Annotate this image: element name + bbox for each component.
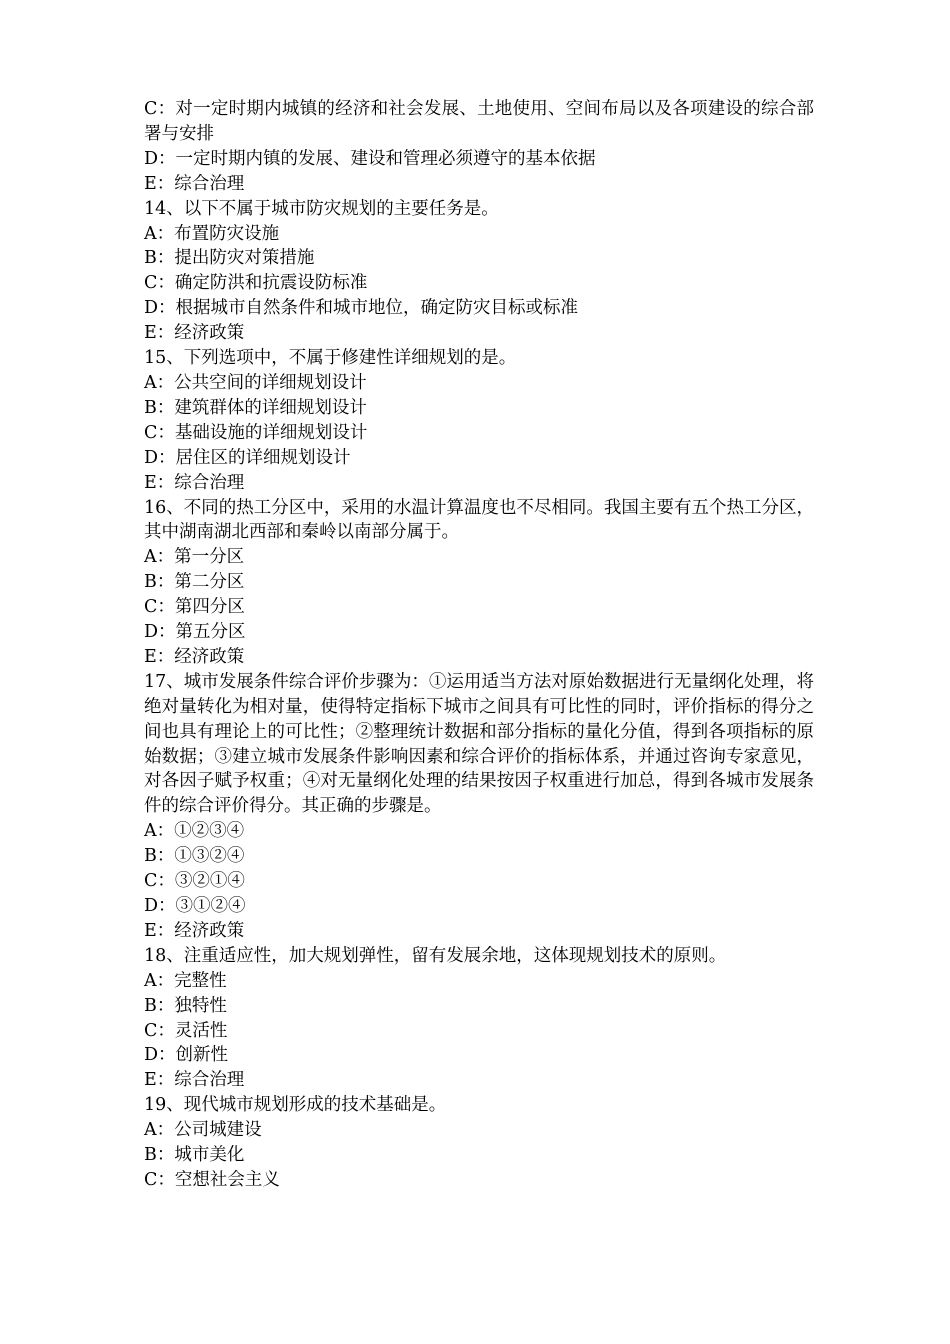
q17-option-d: D：③①②④ xyxy=(144,896,246,916)
question-18: 18、注重适应性，加大规划弹性，留有发展余地，这体现规划技术的原则。 xyxy=(144,945,727,966)
q18-option-d: D：创新性 xyxy=(144,1045,229,1066)
q18-option-a: A：完整性 xyxy=(144,970,227,991)
q17-option-e: E：经济政策 xyxy=(144,920,245,941)
q16-option-e: E：经济政策 xyxy=(144,646,245,667)
q18-option-c: C：灵活性 xyxy=(144,1020,228,1041)
document-page xyxy=(144,97,814,1193)
q15-option-e: E：综合治理 xyxy=(144,472,245,493)
option-e-text: E：综合治理 xyxy=(144,173,245,194)
q19-option-b: B：城市美化 xyxy=(144,1145,245,1166)
option-c-text: C：对一定时期内城镇的经济和社会发展、土地使用、空间布局以及各项建设的综合部署与安排 xyxy=(144,99,814,144)
q14-option-b: B：提出防灾对策措施 xyxy=(144,248,315,269)
question-16: 16、不同的热工分区中，采用的水温计算温度也不尽相同。我国主要有五个热工分区，其中湖南湖北西部和秦岭以南部分属于。 xyxy=(144,497,814,543)
q15-option-d: D：居住区的详细规划设计 xyxy=(144,447,351,468)
q15-option-a: A：公共空间的详细规划设计 xyxy=(144,372,367,393)
option-d-text: D：一定时期内镇的发展、建设和管理必须遵守的基本依据 xyxy=(144,148,596,169)
question-14: 14、以下不属于城市防灾规划的主要任务是。 xyxy=(144,198,499,219)
question-15: 15、下列选项中，不属于修建性详细规划的是。 xyxy=(144,348,517,369)
q14-option-d: D：根据城市自然条件和城市地位，确定防灾目标或标准 xyxy=(144,298,579,319)
q16-option-b: B：第二分区 xyxy=(144,572,245,593)
q16-option-a: A：第一分区 xyxy=(144,547,245,568)
q18-option-b: B：独特性 xyxy=(144,995,227,1016)
q17-option-a: A：①②③④ xyxy=(144,821,245,842)
q16-option-c: C：第四分区 xyxy=(144,597,245,618)
q18-option-e: E：综合治理 xyxy=(144,1070,245,1091)
question-19: 19、现代城市规划形成的技术基础是。 xyxy=(144,1095,447,1116)
q14-option-a: A：布置防灾设施 xyxy=(144,223,280,244)
q15-option-c: C：基础设施的详细规划设计 xyxy=(144,422,368,443)
q19-option-a: A：公司城建设 xyxy=(144,1120,262,1141)
q19-option-c: C：空想社会主义 xyxy=(144,1169,280,1190)
q14-option-e: E：经济政策 xyxy=(144,323,245,344)
q14-option-c: C：确定防洪和抗震设防标准 xyxy=(144,273,368,294)
q17-option-b: B：①③②④ xyxy=(144,846,245,867)
q17-option-c: C：③②①④ xyxy=(144,871,245,892)
question-17: 17、城市发展条件综合评价步骤为：①运用适当方法对原始数据进行无量纲化处理，将绝对量转化为相对量，使得特定指标下城市之间具有可比性的同时，评价指标的得分之间也具有理论上的可比性；②整理统计数据和部分指标的量化分值，得到各项指标的原始数据；③建立城市发展条件影响因素和综合评价的指标体系，并通过咨询专家意见，对各因子赋予权重；④对无量纲化处理的结果按因子权重进行加总，得到各城市发展条件的综合评价得分。其正确的步骤是。 xyxy=(144,671,814,817)
q15-option-b: B：建筑群体的详细规划设计 xyxy=(144,397,367,418)
q16-option-d: D：第五分区 xyxy=(144,622,246,643)
